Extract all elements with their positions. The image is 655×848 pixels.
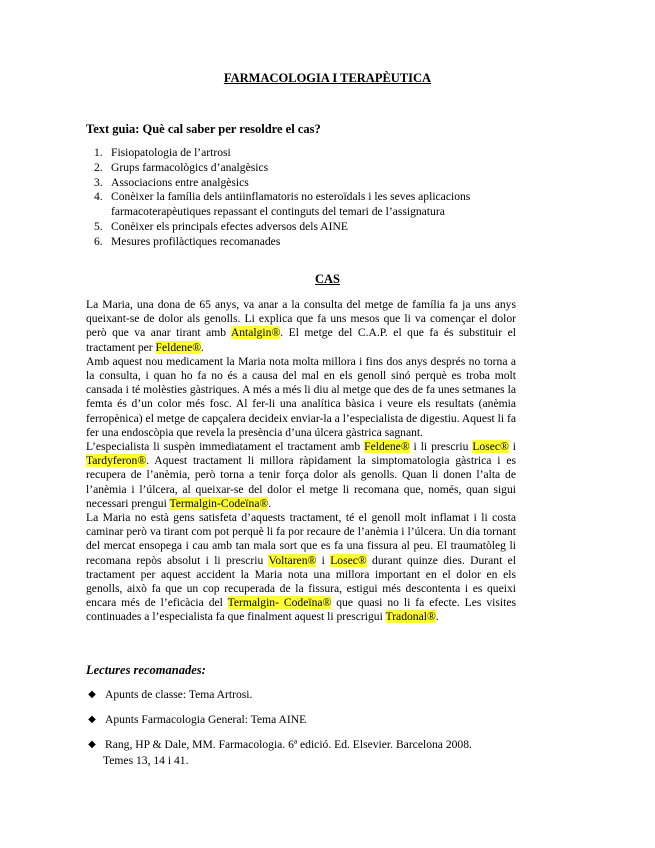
case-text <box>86 298 516 625</box>
drug-highlight: Losec® <box>472 440 509 454</box>
case-text-segment: L’especialista li suspèn immediatament el tractament amb <box>86 440 365 454</box>
case-paragraph <box>86 440 516 511</box>
case-text-segment: que quasi no li fa efecte. Les visites continuades a l’especialista fa que finalment aquest li prescrigui <box>86 596 516 624</box>
list-item <box>86 220 526 235</box>
case-paragraph <box>86 355 516 440</box>
case-text-segment: i <box>508 440 516 454</box>
readings-heading: Lectures recomanades: <box>86 663 206 677</box>
readings-themes: Temes 13, 14 i 41. <box>103 754 189 767</box>
case-text-segment: . <box>268 496 272 510</box>
list-item-text: Fisiopatologia de l’artrosi <box>111 146 231 159</box>
bullet-icon: ◆ <box>88 714 96 725</box>
case-text-segment: . Aquest tractament li millora ràpidament la simptomatologia gàstrica i es recupera de l’anèmia, però torna a tenir força dolor als genolls. Quan li donen l’alta de l’anèmia i l’úlcera, al queixar-se del dolor el metge li recomana que, només, quan sigui necessari prengui <box>86 454 516 510</box>
list-item <box>86 235 526 250</box>
list-number: 4. <box>94 190 103 204</box>
bullet-icon: ◆ <box>88 739 96 750</box>
drug-highlight: Losec® <box>330 553 367 567</box>
list-item-text: Associacions entre analgèsics <box>111 175 249 189</box>
list-number: 1. <box>94 146 103 159</box>
drug-highlight: Feldene® <box>364 440 410 454</box>
list-item-text: Grups farmacològics d’analgèsics <box>111 160 269 174</box>
reading-text: Rang, HP & Dale, MM. Farmacologia. 6ª edició. Ed. Elsevier. Barcelona 2008. <box>105 738 472 751</box>
case-text-segment: i li prescriu <box>409 440 473 454</box>
list-item-text: Conèixer la família dels antiinflamatoris no esteroïdals i les seves aplicacions farmacoterapèutiques repassant el continguts del temari de l’assignatura <box>111 190 471 219</box>
guide-heading: Text guia: Què cal saber per resoldre el cas? <box>86 122 321 136</box>
list-number: 3. <box>94 175 103 189</box>
case-text-segment: La Maria, una dona de 65 anys, va anar a la consulta del metge de família fa ja uns anys queixant-se de dolor als genolls. Li explica que fa uns mesos que li va començar el dolor però que va anar tirant amb <box>86 298 516 340</box>
drug-highlight: Voltaren® <box>268 553 317 567</box>
list-item-text: Conèixer els principals efectes adversos dels AINE <box>111 219 348 233</box>
reading-text: Apunts Farmacologia General: Tema AINE <box>105 713 307 726</box>
list-number: 6. <box>94 234 103 248</box>
topics-list <box>86 146 526 250</box>
case-text-segment: La Maria no està gens satisfeta d’aquests tractament, té el genoll molt inflamat i li costa caminar però va tirant com pot perquè li fa por recaure de l’anèmia i l’úlcera. Un dia tornant del mercat ensopega i cau amb tan mala sort que es fa una fissura al peu. El traumatòleg li recomana repòs absolut i li prescriu <box>86 511 516 567</box>
drug-highlight: Antalgin® <box>230 326 281 340</box>
case-text-segment: durant quinze dies. Durant el tractament per aquest accident la Maria nota una millora important en el dolor en els genolls, això fa que un cop recuperada de la fissura, estigui més descontenta i es queixi encara més de l’eficàcia del <box>86 553 517 610</box>
list-number: 5. <box>94 219 103 233</box>
case-text-segment: . <box>201 340 204 354</box>
case-heading: CAS <box>314 272 340 286</box>
case-paragraph <box>86 298 516 355</box>
list-item <box>86 176 526 191</box>
drug-highlight: Termalgin-Codeïna® <box>169 496 269 510</box>
case-text-segment: . <box>435 610 439 624</box>
list-item <box>86 688 526 713</box>
drug-highlight: Tardyferon® <box>86 454 147 468</box>
case-text-segment: Amb aquest nou medicament la Maria nota molta millora i fins dos anys després no torna a la consulta, i quan ho fa no és a causa del mal en els genoll sinó perquè es troba molt cansada i té molèsties gàstriques. A més a més li diu al metge que des de fa unes setmanes la femta és d’un color més fosc. Al fer-li una analítica bàsica i veure els resultats (anèmia ferropènica) el metge de capçalera decideix enviar-la a l’especialista de digestiu. Aquest li fa fer una endoscòpia que revela la presència d’una úlcera gàstrica sagnant. <box>86 354 516 439</box>
case-text-segment: i <box>316 553 331 567</box>
list-item-text: Mesures profilàctiques recomanades <box>111 234 281 248</box>
drug-highlight: Feldene® <box>155 340 202 354</box>
drug-highlight: Termalgin- Codeïna® <box>227 596 332 610</box>
drug-highlight: Tradonal® <box>385 610 436 624</box>
document-title: FARMACOLOGIA I TERAPÈUTICA <box>223 71 432 85</box>
case-paragraph <box>86 511 516 625</box>
readings-list <box>86 688 526 763</box>
list-item <box>86 146 526 161</box>
case-text-segment: . El metge del C.A.P. el que fa és substituir el tractament per <box>86 326 516 354</box>
list-item <box>86 190 526 220</box>
bullet-icon: ◆ <box>88 689 96 700</box>
list-number: 2. <box>94 160 103 174</box>
reading-text: Apunts de classe: Tema Artrosi. <box>105 688 253 701</box>
list-item <box>86 713 526 738</box>
list-item <box>86 161 526 176</box>
